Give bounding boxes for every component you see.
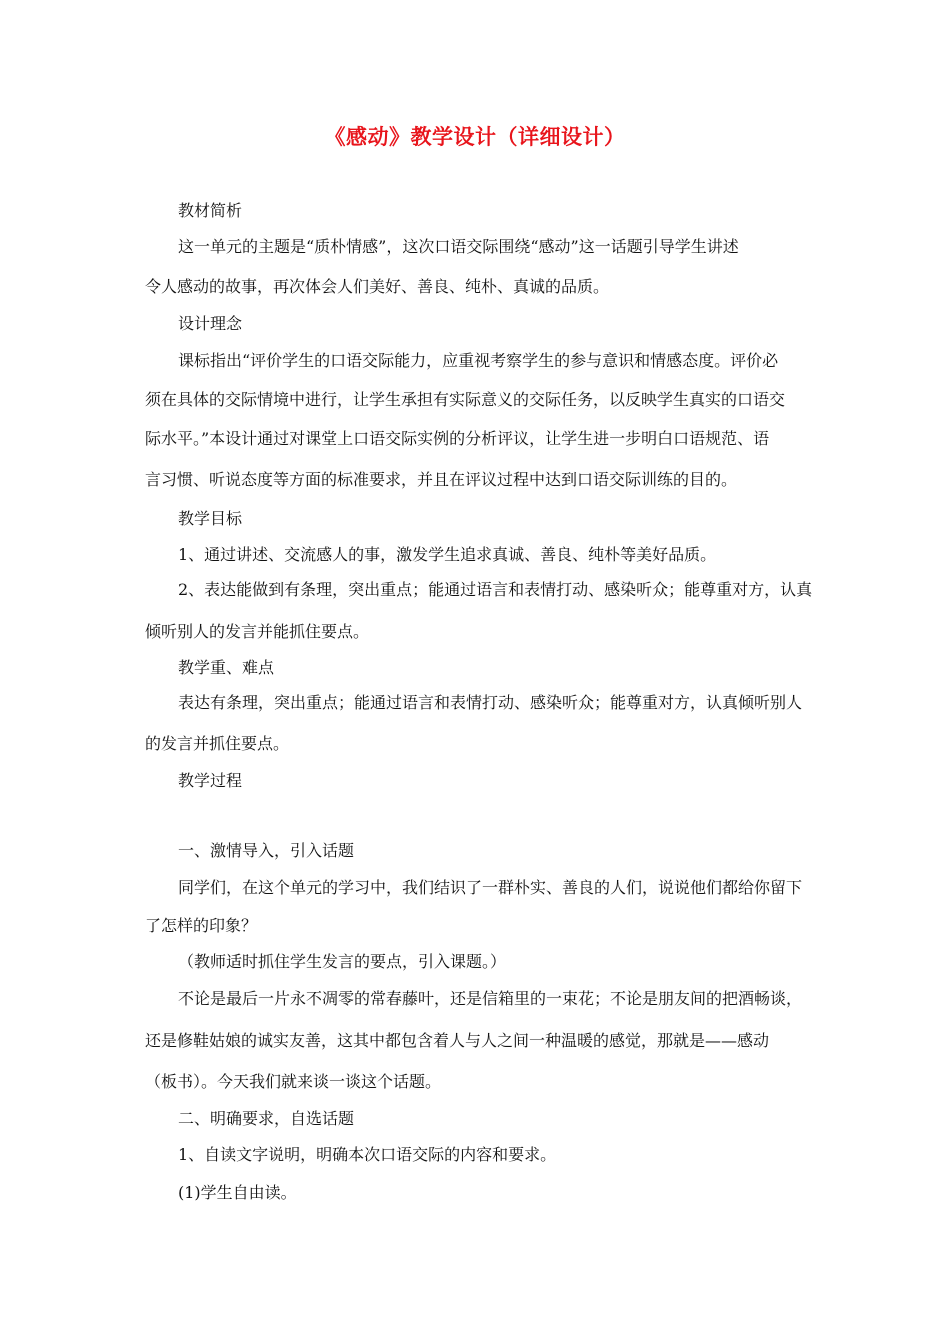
paragraph-line: 还是修鞋姑娘的诚实友善，这其中都包含着人与人之间一种温暖的感觉，那就是——感动 bbox=[145, 1031, 770, 1050]
heading-teaching-objectives: 教学目标 bbox=[178, 509, 243, 528]
paragraph-line: 2、表达能做到有条理，突出重点；能通过语言和表情打动、感染听众；能尊重对方，认真 bbox=[178, 580, 813, 599]
paragraph-line: 令人感动的故事，再次体会人们美好、善良、纯朴、真诚的品质。 bbox=[145, 277, 610, 296]
paragraph-line: 的发言并抓住要点。 bbox=[145, 734, 290, 753]
paragraph-line: 际水平。”本设计通过对课堂上口语交际实例的分析评议，让学生进一步明白口语规范、语 bbox=[145, 429, 770, 448]
heading-textbook-analysis: 教材简析 bbox=[178, 201, 243, 220]
paragraph-line: （教师适时抓住学生发言的要点，引入课题。） bbox=[178, 952, 507, 971]
paragraph-line: 须在具体的交际情境中进行，让学生承担有实际意义的交际任务，以反映学生真实的口语交 bbox=[145, 390, 786, 409]
paragraph-line: 课标指出“评价学生的口语交际能力，应重视考察学生的参与意识和情感态度。评价必 bbox=[178, 351, 779, 370]
section-heading-1: 一、激情导入，引入话题 bbox=[178, 841, 355, 860]
heading-design-concept: 设计理念 bbox=[178, 314, 243, 333]
paragraph-line: （板书）。今天我们就来谈一谈这个话题。 bbox=[145, 1072, 442, 1091]
paragraph-line: 同学们，在这个单元的学习中，我们结识了一群朴实、善良的人们，说说他们都给你留下 bbox=[178, 878, 803, 897]
paragraph-line: 言习惯、听说态度等方面的标准要求，并且在评议过程中达到口语交际训练的目的。 bbox=[145, 470, 738, 489]
paragraph-line: (1)学生自由读。 bbox=[178, 1183, 297, 1202]
paragraph-line: 1、自读文字说明，明确本次口语交际的内容和要求。 bbox=[178, 1145, 557, 1164]
paragraph-line: 倾听别人的发言并能抓住要点。 bbox=[145, 622, 370, 641]
paragraph-line: 这一单元的主题是“质朴情感”，这次口语交际围绕“感动”这一话题引导学生讲述 bbox=[178, 237, 739, 256]
paragraph-line: 不论是最后一片永不凋零的常春藤叶，还是信箱里的一束花；不论是朋友间的把酒畅谈， bbox=[178, 989, 803, 1008]
heading-teaching-process: 教学过程 bbox=[178, 771, 243, 790]
heading-key-difficult-points: 教学重、难点 bbox=[178, 658, 275, 677]
document-title: 《感动》教学设计（详细设计） bbox=[324, 124, 626, 149]
section-heading-2: 二、明确要求，自选话题 bbox=[178, 1109, 355, 1128]
paragraph-line: 了怎样的印象？ bbox=[145, 916, 258, 935]
paragraph-line: 表达有条理，突出重点；能通过语言和表情打动、感染听众；能尊重对方，认真倾听别人 bbox=[178, 693, 803, 712]
paragraph-line: 1、通过讲述、交流感人的事，激发学生追求真诚、善良、纯朴等美好品质。 bbox=[178, 545, 717, 564]
